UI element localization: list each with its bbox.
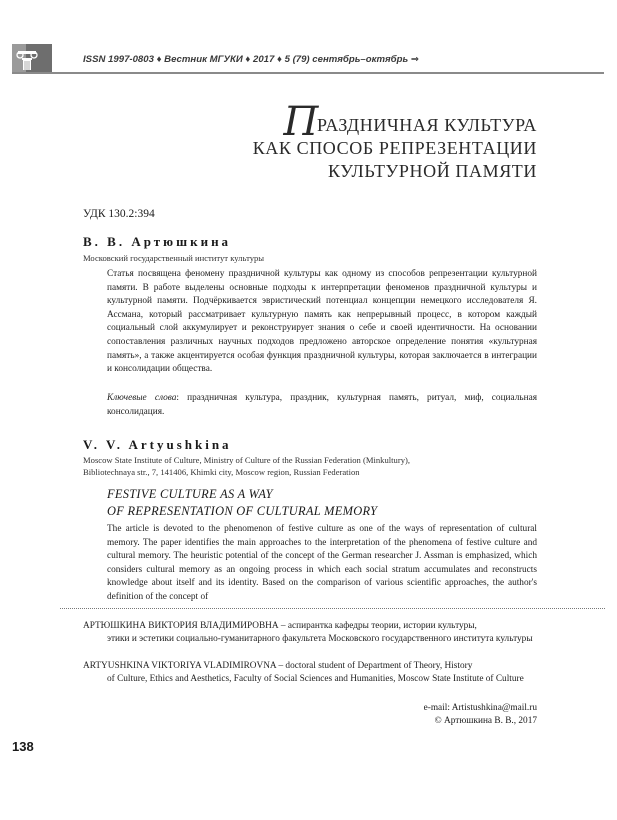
title-line-1-text: РАЗДНИЧНАЯ КУЛЬТУРА: [316, 115, 537, 135]
title-line-3: КУЛЬТУРНОЙ ПАМЯТИ: [328, 161, 537, 181]
running-head: ISSN 1997-0803 ♦ Вестник МГУКИ ♦ 2017 ♦ 5 (79) сентябрь–октябрь ⇒: [83, 54, 419, 65]
author-affiliation-ru: Московский государственный институт культуры: [83, 253, 265, 263]
dotted-separator: [60, 608, 605, 609]
bio-en-rest: of Culture, Ethics and Aesthetics, Faculty of Social Sciences and Humanities, Moscow State Institute of Culture: [107, 674, 524, 685]
author-affiliation-en: [83, 455, 410, 478]
journal-logo: [12, 42, 52, 72]
column-capital-icon: [12, 42, 52, 72]
author-name-ru: В. В. Артюшкина: [83, 234, 232, 249]
title-initial: П: [283, 99, 319, 145]
udk-code: УДК 130.2:394: [83, 208, 155, 220]
keywords-label: Ключевые слова: [107, 393, 177, 403]
affiliation-en-line-1: Moscow State Institute of Culture, Ministry of Culture of the Russian Federation (Minkultury),: [83, 455, 410, 465]
title-en-line-1: FESTIVE CULTURE AS A WAY: [107, 487, 273, 501]
bio-ru-line-1: АРТЮШКИНА ВИКТОРИЯ ВЛАДИМИРОВНА – аспирантка кафедры теории, истории культуры,: [83, 621, 477, 631]
title-en-line-2: OF REPRESENTATION OF CULTURAL MEMORY: [107, 504, 378, 518]
author-bio-ru: [83, 620, 537, 647]
affiliation-en-line-2: Bibliotechnaya str., 7, 141406, Khimki city, Moscow region, Russian Federation: [83, 466, 360, 477]
abstract-en: The article is devoted to the phenomenon of festive culture as one of the ways of representation of cultural memory. The paper identifies the main approaches to the interpretation of the phenomena of festive culture and cultural memory. The heuristic potential of the concept of the German researcher J. Assman is emphasized, which considers cultural memory as an ongoing process in which each social stratum accumulates and reconstructs knowledge about itself and its identity. Based on the comparison of various scientific approaches, the author's definition of the concept of: [107, 524, 537, 602]
contact-block: [277, 702, 537, 729]
author-name-en: V. V. Artyushkina: [83, 437, 232, 452]
keywords-text: : праздничная культура, праздник, культурная память, ритуал, миф, социальная консолидация.: [107, 393, 537, 417]
copyright: © Артюшкина В. В., 2017: [434, 716, 537, 727]
article-title: [217, 99, 537, 183]
abstract-ru: Статья посвящена феномену праздничной культуры как одному из способов репрезентации культурной памяти. В работе выделены основные подходы к интерпретации феноменов праздничной культуры и культурной памяти. Подчёркивается эвристический потенциал концепции немецкого исследователя Я. Ассмана, который рассматривает культурную память как непрерывный процесс, в котором каждый социальный слой аккумулирует и реконструирует знания о себе и своей идентичности. На основании сопоставления различных научных подходов предложено авторское определение понятия «культурная память», а также акцентируется особая функция праздничной культуры, которая заключается в интеграции и консолидации общества.: [107, 269, 537, 375]
keywords-ru: [107, 392, 537, 419]
author-bio-en: [83, 660, 537, 687]
page-number: 138: [12, 739, 34, 754]
bio-ru-rest: этики и эстетики социально-гуманитарного факультета Московского государственного института культуры: [107, 634, 533, 645]
bio-en-line-1: ARTYUSHKINA VIKTORIYA VLADIMIROVNA – doctoral student of Department of Theory, History: [83, 661, 473, 671]
article-title-en: [107, 486, 377, 520]
header-rule: [12, 72, 604, 74]
title-line-2: КАК СПОСОБ РЕПРЕЗЕНТАЦИИ: [252, 138, 537, 158]
title-line-1: [217, 99, 537, 145]
author-email: e-mail: Artistushkina@mail.ru: [423, 703, 537, 713]
